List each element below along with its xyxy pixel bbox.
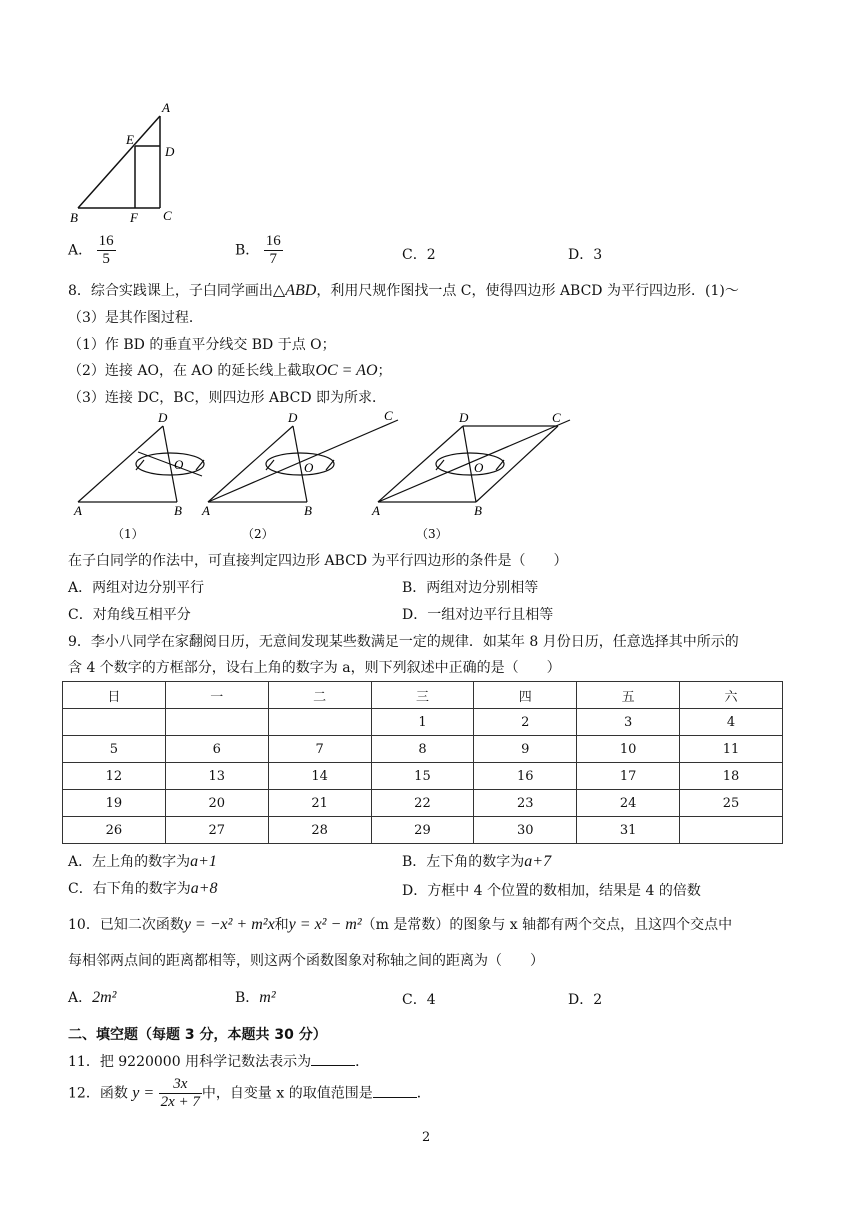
calendar-cell (63, 709, 166, 736)
q7-label-c: C (163, 208, 172, 223)
q8-stem-line2: （3）是其作图过程． (68, 310, 203, 326)
q8-figures (66, 410, 586, 546)
svg-text:B: B (304, 503, 312, 518)
calendar-header: 一 (165, 682, 268, 709)
calendar-row (63, 763, 783, 790)
q8-caption-2: （2） (242, 527, 274, 541)
calendar-cell: 30 (474, 817, 577, 844)
calendar-table (62, 681, 783, 844)
q7-figure (66, 96, 186, 226)
q10-option-d: D．2 (568, 992, 603, 1008)
q9-option-d: D．方框中 4 个位置的数相加，结果是 4 的倍数 (402, 883, 701, 899)
calendar-cell: 25 (680, 790, 783, 817)
svg-text:D: D (288, 410, 298, 425)
q8-option-c: C．对角线互相平分 (68, 607, 191, 623)
calendar-row (63, 736, 783, 763)
q8-caption-3: （3） (416, 527, 448, 541)
q11 (68, 1051, 369, 1071)
q10-line1-b: 和 (274, 917, 289, 933)
calendar-cell: 2 (474, 709, 577, 736)
section2-heading: 二、填空题（每题 3 分，本题共 30 分） (68, 1027, 327, 1043)
calendar-header: 日 (63, 682, 166, 709)
q10-b-prefix: B． (235, 990, 260, 1006)
q12-text-b: 中，自变量 x 的取值范围是 (201, 1085, 373, 1102)
svg-text:D: D (158, 410, 168, 425)
calendar-header: 二 (268, 682, 371, 709)
calendar-cell: 3 (577, 709, 680, 736)
calendar-cell: 15 (371, 763, 474, 790)
q7-option-b-fraction (264, 233, 283, 268)
q9-c-text: C．右下角的数字为 (68, 881, 191, 897)
q8-step2-math: OC = AO (315, 362, 378, 379)
q7-option-d: D．3 (568, 247, 603, 263)
calendar-cell: 18 (680, 763, 783, 790)
q10-line1-c: （m 是常数）的图象与 x 轴都有两个交点，且这四个交点中 (361, 917, 733, 933)
q8-step2 (68, 360, 392, 380)
q8-question: 在子白同学的作法中，可直接判定四边形 ABCD 为平行四边形的条件是（ ） (68, 553, 568, 569)
q8-stem-line1 (68, 280, 739, 300)
calendar-header: 五 (577, 682, 680, 709)
q8-caption-1: （1） (112, 527, 144, 541)
calendar-cell: 4 (680, 709, 783, 736)
q9-stem-line2: 含 4 个数字的方框部分，设右上角的数字为 a，则下列叙述中正确的是（ ） (68, 660, 561, 676)
q10-a-math: 2m² (92, 989, 117, 1006)
q9-option-a (68, 851, 217, 871)
q8-step2-a: （2）连接 AO，在 AO 的延长线上截取 (68, 363, 316, 379)
q9-a-math: a+1 (190, 853, 217, 870)
svg-text:D: D (459, 410, 469, 425)
svg-text:O: O (174, 457, 184, 472)
q10-func1: y = −x² + m²x (183, 916, 275, 933)
q8-option-b: B．两组对边分别相等 (402, 580, 539, 596)
q9-option-b (402, 851, 551, 871)
svg-text:C: C (384, 410, 393, 423)
q9-stem-line1: 9．李小八同学在家翻阅日历，无意间发现某些数满足一定的规律．如某年 8 月份日历，任意选择其中所示的 (68, 634, 739, 650)
q7-b-num: 16 (265, 233, 281, 249)
q7-option-a-prefix: A． (68, 242, 93, 259)
q12-text-a: 12．函数 (68, 1085, 128, 1102)
q12-den: 2x + 7 (160, 1094, 200, 1110)
q8-option-d: D．一组对边平行且相等 (402, 607, 554, 623)
svg-text:B: B (474, 503, 482, 518)
calendar-cell: 22 (371, 790, 474, 817)
calendar-cell: 17 (577, 763, 680, 790)
q8-triangle-abd: △ABD (272, 282, 317, 299)
calendar-header: 六 (680, 682, 783, 709)
q10-option-c: C．4 (402, 992, 436, 1008)
q7-option-c: C．2 (402, 247, 436, 263)
calendar-cell: 31 (577, 817, 680, 844)
q10-option-b (235, 987, 276, 1007)
calendar-cell: 1 (371, 709, 474, 736)
calendar-cell: 24 (577, 790, 680, 817)
q7-a-num: 16 (98, 233, 114, 249)
calendar-cell: 27 (165, 817, 268, 844)
calendar-cell: 23 (474, 790, 577, 817)
q9-option-c (68, 878, 218, 898)
q8-step3: （3）连接 DC，BC，则四边形 ABCD 即为所求． (68, 390, 387, 406)
q8-line1-b: ，利用尺规作图找一点 C，使得四边形 ABCD 为平行四边形．(1)～ (316, 283, 739, 299)
q8-line1-a: 8．综合实践课上，子白同学画出 (68, 283, 273, 299)
q7-b-den: 7 (269, 251, 277, 267)
calendar-cell (268, 709, 371, 736)
q12-end: ． (416, 1085, 431, 1102)
q10-line1-a: 10．已知二次函数 (68, 917, 184, 933)
q8-step1: （1）作 BD 的垂直平分线交 BD 于点 O； (68, 337, 336, 353)
q7-label-f: F (130, 210, 138, 225)
calendar-cell: 12 (63, 763, 166, 790)
calendar-header: 四 (474, 682, 577, 709)
q11-answer-blank[interactable] (311, 1053, 355, 1066)
q7-label-a: A (162, 100, 170, 115)
calendar-cell: 10 (577, 736, 680, 763)
q11-text: 11．把 9220000 用科学记数法表示为 (68, 1054, 312, 1070)
svg-text:O: O (474, 460, 484, 475)
calendar-cell: 5 (63, 736, 166, 763)
q10-stem-line1 (68, 914, 732, 934)
calendar-cell: 6 (165, 736, 268, 763)
calendar-cell: 21 (268, 790, 371, 817)
calendar-row (63, 817, 783, 844)
q7-a-den: 5 (102, 251, 110, 267)
q7-option-a-fraction (97, 233, 116, 268)
q7-option-b (235, 233, 283, 268)
calendar-cell: 29 (371, 817, 474, 844)
calendar-cell: 11 (680, 736, 783, 763)
svg-text:A: A (74, 503, 82, 518)
q9-a-text: A．左上角的数字为 (68, 854, 191, 870)
q12-fraction (159, 1076, 202, 1111)
q12-answer-blank[interactable] (373, 1085, 417, 1098)
calendar-cell: 26 (63, 817, 166, 844)
svg-text:A: A (372, 503, 380, 518)
calendar-cell: 28 (268, 817, 371, 844)
svg-text:O: O (304, 460, 314, 475)
q7-label-d: D (165, 144, 175, 159)
svg-text:A: A (202, 503, 210, 518)
q10-func2: y = x² − m² (288, 916, 362, 933)
calendar-cell (165, 709, 268, 736)
q7-option-b-prefix: B． (235, 242, 260, 259)
q9-b-text: B．左下角的数字为 (402, 854, 525, 870)
calendar-header-row (63, 682, 783, 709)
q10-b-math: m² (259, 989, 276, 1006)
svg-text:C: C (552, 410, 561, 425)
calendar-cell: 9 (474, 736, 577, 763)
q11-end: ． (355, 1054, 370, 1070)
calendar-cell: 14 (268, 763, 371, 790)
calendar-cell: 19 (63, 790, 166, 817)
q12-num: 3x (159, 1076, 202, 1094)
q8-step2-b: ； (377, 363, 392, 379)
q7-label-e: E (126, 132, 134, 147)
q10-stem-line2: 每相邻两点间的距离都相等，则这两个函数图象对称轴之间的距离为（ ） (68, 953, 544, 969)
q12-y: y = (132, 1084, 155, 1102)
q7-option-a (68, 233, 116, 268)
q12 (68, 1076, 431, 1111)
calendar-header: 三 (371, 682, 474, 709)
calendar-cell: 16 (474, 763, 577, 790)
page-number: 2 (422, 1130, 431, 1145)
calendar-cell (680, 817, 783, 844)
q10-a-prefix: A． (68, 990, 93, 1006)
calendar-cell: 7 (268, 736, 371, 763)
calendar-cell: 13 (165, 763, 268, 790)
q7-label-b: B (70, 210, 78, 225)
q9-b-math: a+7 (524, 853, 552, 870)
q8-option-a: A．两组对边分别平行 (68, 580, 205, 596)
q10-option-a (68, 987, 116, 1007)
q9-c-math: a+8 (190, 880, 218, 897)
svg-text:B: B (174, 503, 182, 518)
calendar-cell: 8 (371, 736, 474, 763)
calendar-row (63, 709, 783, 736)
calendar-row (63, 790, 783, 817)
calendar-cell: 20 (165, 790, 268, 817)
